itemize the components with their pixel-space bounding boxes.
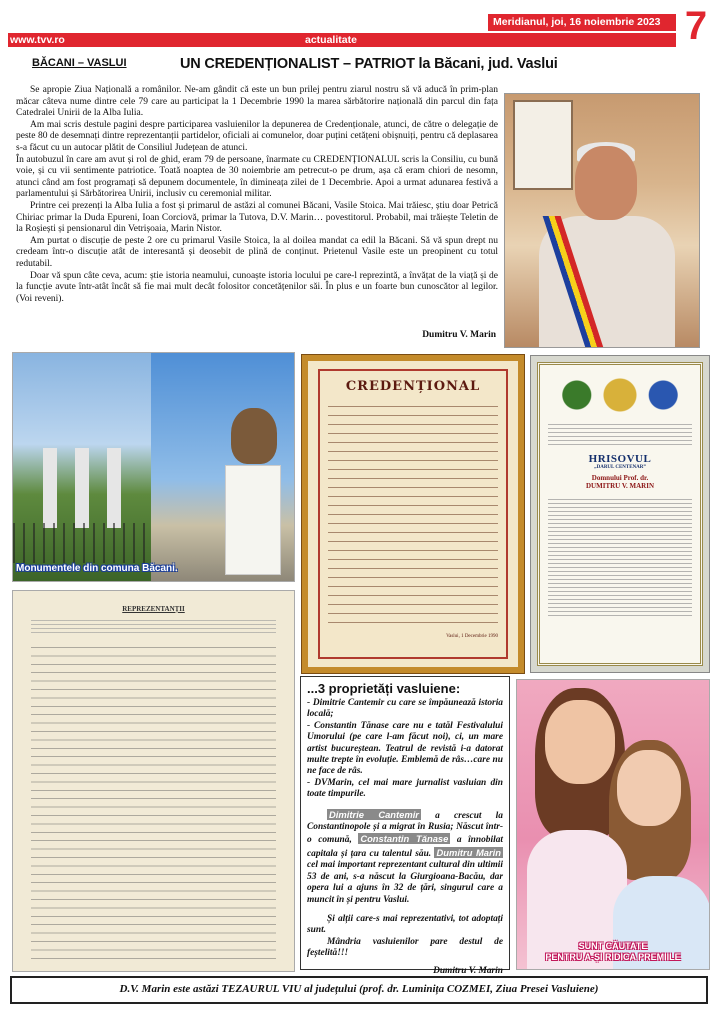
credential-text-lines bbox=[328, 400, 498, 630]
figure-face bbox=[545, 700, 615, 784]
hrisov-subtitle: „DARUL CENTENAR” bbox=[594, 465, 646, 470]
window-shape bbox=[513, 100, 573, 190]
credential-border bbox=[318, 369, 508, 659]
article-paragraph: Se apropie Ziua Națională a românilor. Ne-am gândit că este un bun prilej pentru ziarul nostru să vă aducă în prim-plan măcar câteva nume dintre cele 79 care au participat la 1 Decembrie 1990 la marea sărbătorire națională din parcul din fața Catedralei Unirii de la Alba Iulia. bbox=[16, 85, 498, 119]
box-text: cel mai important reprezentant cultural din ultimii 53 de ani, s-a născut la Giurgioana-Bacău, dar opera lui a ajuns în 32 de țări, singurul care a muncit în și pentru Vaslui. bbox=[307, 860, 503, 905]
article-author: Dumitru V. Marin bbox=[422, 330, 496, 340]
article-paragraph: Doar vă spun câte ceva, acum: știe istoria neamului, cunoaște istoria locului pe care-l reprezintă, a învățat de la viață și de la funcție avute într-atât încât să fie mai mult decât folositor concetățenilor săi. În plus e un foarte bun cunoscător al legilor. (Voi reveni). bbox=[16, 270, 498, 304]
girls-caption-line1: SUNT CĂUTATE bbox=[578, 941, 648, 951]
representatives-heading: REPREZENTANȚII bbox=[122, 605, 185, 613]
hrisov-header-lines bbox=[548, 421, 692, 447]
hrisov-body-lines bbox=[548, 496, 692, 616]
mayor-photo bbox=[504, 93, 700, 348]
credential-title: CREDENȚIONAL bbox=[345, 379, 481, 394]
article-paragraph: Am purtat o discuție de peste 2 ore cu primarul Vasile Stoica, la al doilea mandat ca edil la Băcani. Să vă spun drept nu credeam într-o discuție atât de interesantă și deosebit de plină de conținut. Prietenul Vasile este un preopinent cu totul redutabil. bbox=[16, 235, 498, 269]
page-number: 7 bbox=[684, 4, 708, 48]
obelisk-shape bbox=[107, 448, 121, 528]
obelisk-shape bbox=[75, 448, 89, 528]
hrisov-title: HRISOVUL bbox=[588, 453, 652, 465]
hrisov-document-image bbox=[530, 355, 710, 673]
article-body bbox=[16, 85, 498, 343]
highlight-marin: Dumitru Marin bbox=[436, 846, 501, 858]
article-paragraph: În autobuzul în care am avut și rol de ghid, eram 79 de persoane, înarmate cu CREDENȚIONALUL scris la Consiliu, cu bună voie, și cu vii sentimente patriotice. Toată noaptea de 30 noiembrie am petrecut-o pe drum, așa că eram chiori de nesomn, atunci când am fost programați să depunem documentele, în dimineața zilei de 1 Decembrie. Apoi a urmat adunarea festivă a parlamentului și Sărbătorirea Unirii, inclusiv cu ceremonial militar. bbox=[16, 154, 498, 200]
bust-pedestal bbox=[225, 465, 281, 575]
box-paragraph: Mândria vasluienilor pare destul de feștelită!!! bbox=[307, 936, 503, 959]
figure-head bbox=[575, 146, 637, 220]
highlight-cantemir: Dimitrie Cantemir bbox=[329, 808, 419, 820]
hrisov-recipient-line2: DUMITRU V. MARIN bbox=[586, 482, 654, 490]
hrisov-recipient-line1: Domnului Prof. dr. bbox=[591, 474, 649, 482]
box-paragraph-highlighted bbox=[307, 809, 503, 906]
sidebar-box-body bbox=[307, 698, 503, 960]
site-url[interactable]: www.tvv.ro bbox=[10, 34, 65, 46]
footer-banner: D.V. Marin este astăzi TEZAURUL VIU al județului (prof. dr. Luminița COZMEI, Ziua Presei Vasluiene) bbox=[10, 976, 708, 1004]
sidebar-box bbox=[300, 676, 510, 976]
sidebar-box-author: Dumitru V. Marin bbox=[433, 965, 503, 976]
date-line: Meridianul, joi, 16 noiembrie 2023 bbox=[488, 14, 676, 31]
monuments-photo bbox=[12, 352, 295, 582]
representatives-sub-lines bbox=[31, 617, 276, 633]
obelisk-shape bbox=[43, 448, 57, 528]
girls-photo bbox=[516, 679, 710, 970]
credential-document-image bbox=[302, 355, 524, 673]
figure-face bbox=[617, 750, 681, 826]
hrisov-page bbox=[537, 362, 703, 666]
box-text: a înnobilat capitala și țara cu talentul său. bbox=[307, 835, 503, 859]
representatives-list-image bbox=[12, 590, 295, 972]
article-paragraph: Am mai scris destule pagini despre participarea vasluienilor la depunerea de Credenționale, atunci, de către o delegație de peste 80 de desemnați dintre reprezentanții partidelor, oficiali ai comunelor, doar puțini cetățeni obișnuiți, pentru că deplasarea s-a făcut cu un autocar plătit de Consiliul Județean de atunci. bbox=[16, 119, 498, 153]
highlight-tanase: Constantin Tănase bbox=[360, 833, 449, 845]
bust-shape bbox=[231, 408, 277, 464]
article-headline: UN CREDENȚIONALIST – PATRIOT la Băcani, jud. Vaslui bbox=[180, 56, 558, 72]
sidebar-box-title: ...3 proprietăți vasluiene: bbox=[307, 681, 461, 696]
box-paragraph: - Dimitrie Cantemir cu care se împăunează istoria locală; bbox=[307, 698, 503, 720]
monuments-caption: Monumentele din comuna Băcani. bbox=[16, 563, 178, 574]
article-kicker: BĂCANI – VASLUI bbox=[32, 57, 127, 69]
girls-caption bbox=[516, 941, 710, 963]
credential-date: Vaslui, 1 Decembrie 1990 bbox=[446, 634, 498, 639]
fence-shape bbox=[13, 523, 151, 563]
box-paragraph: Și alții care-s mai reprezentativi, tot adoptați sunt. bbox=[307, 913, 503, 936]
section-label: actualitate bbox=[305, 34, 357, 46]
representatives-list-lines bbox=[31, 641, 276, 961]
article-paragraph: Printre cei prezenți la Alba Iulia a fost și primarul de astăzi al comunei Băcani, Vasile Stoica. Mai trăiesc, știu doar Petrică Chiriac primar la Duda Epureni, Ioan Corciovă, primar la Tutova, D.V. Marin… povestitorul. Probabil, mai trăiește Teletin de la Roșiești și pensionarul din Vetrișoaia, Marin Nistor. bbox=[16, 200, 498, 235]
girls-caption-line2: PENTRU A-ȘI RIDICA PREMIILE bbox=[545, 952, 681, 962]
box-text: a crescut la Constantinopole și a migrat în Rusia; Născut într-o comună, bbox=[307, 810, 503, 846]
emblem-icon bbox=[548, 375, 692, 415]
box-paragraph: - Constantin Tănase care nu e tatăl Festivalului Umorului (pe care l-am făcut noi), ci, un mare artist bucureștean. Teatrul de revistă i-a datorat multe trepte în evoluție. Emblemă de râs…care nu ne face de râs. bbox=[307, 720, 503, 777]
box-paragraph: - DVMarin, cel mai mare jurnalist vasluian din toate timpurile. bbox=[307, 777, 503, 800]
